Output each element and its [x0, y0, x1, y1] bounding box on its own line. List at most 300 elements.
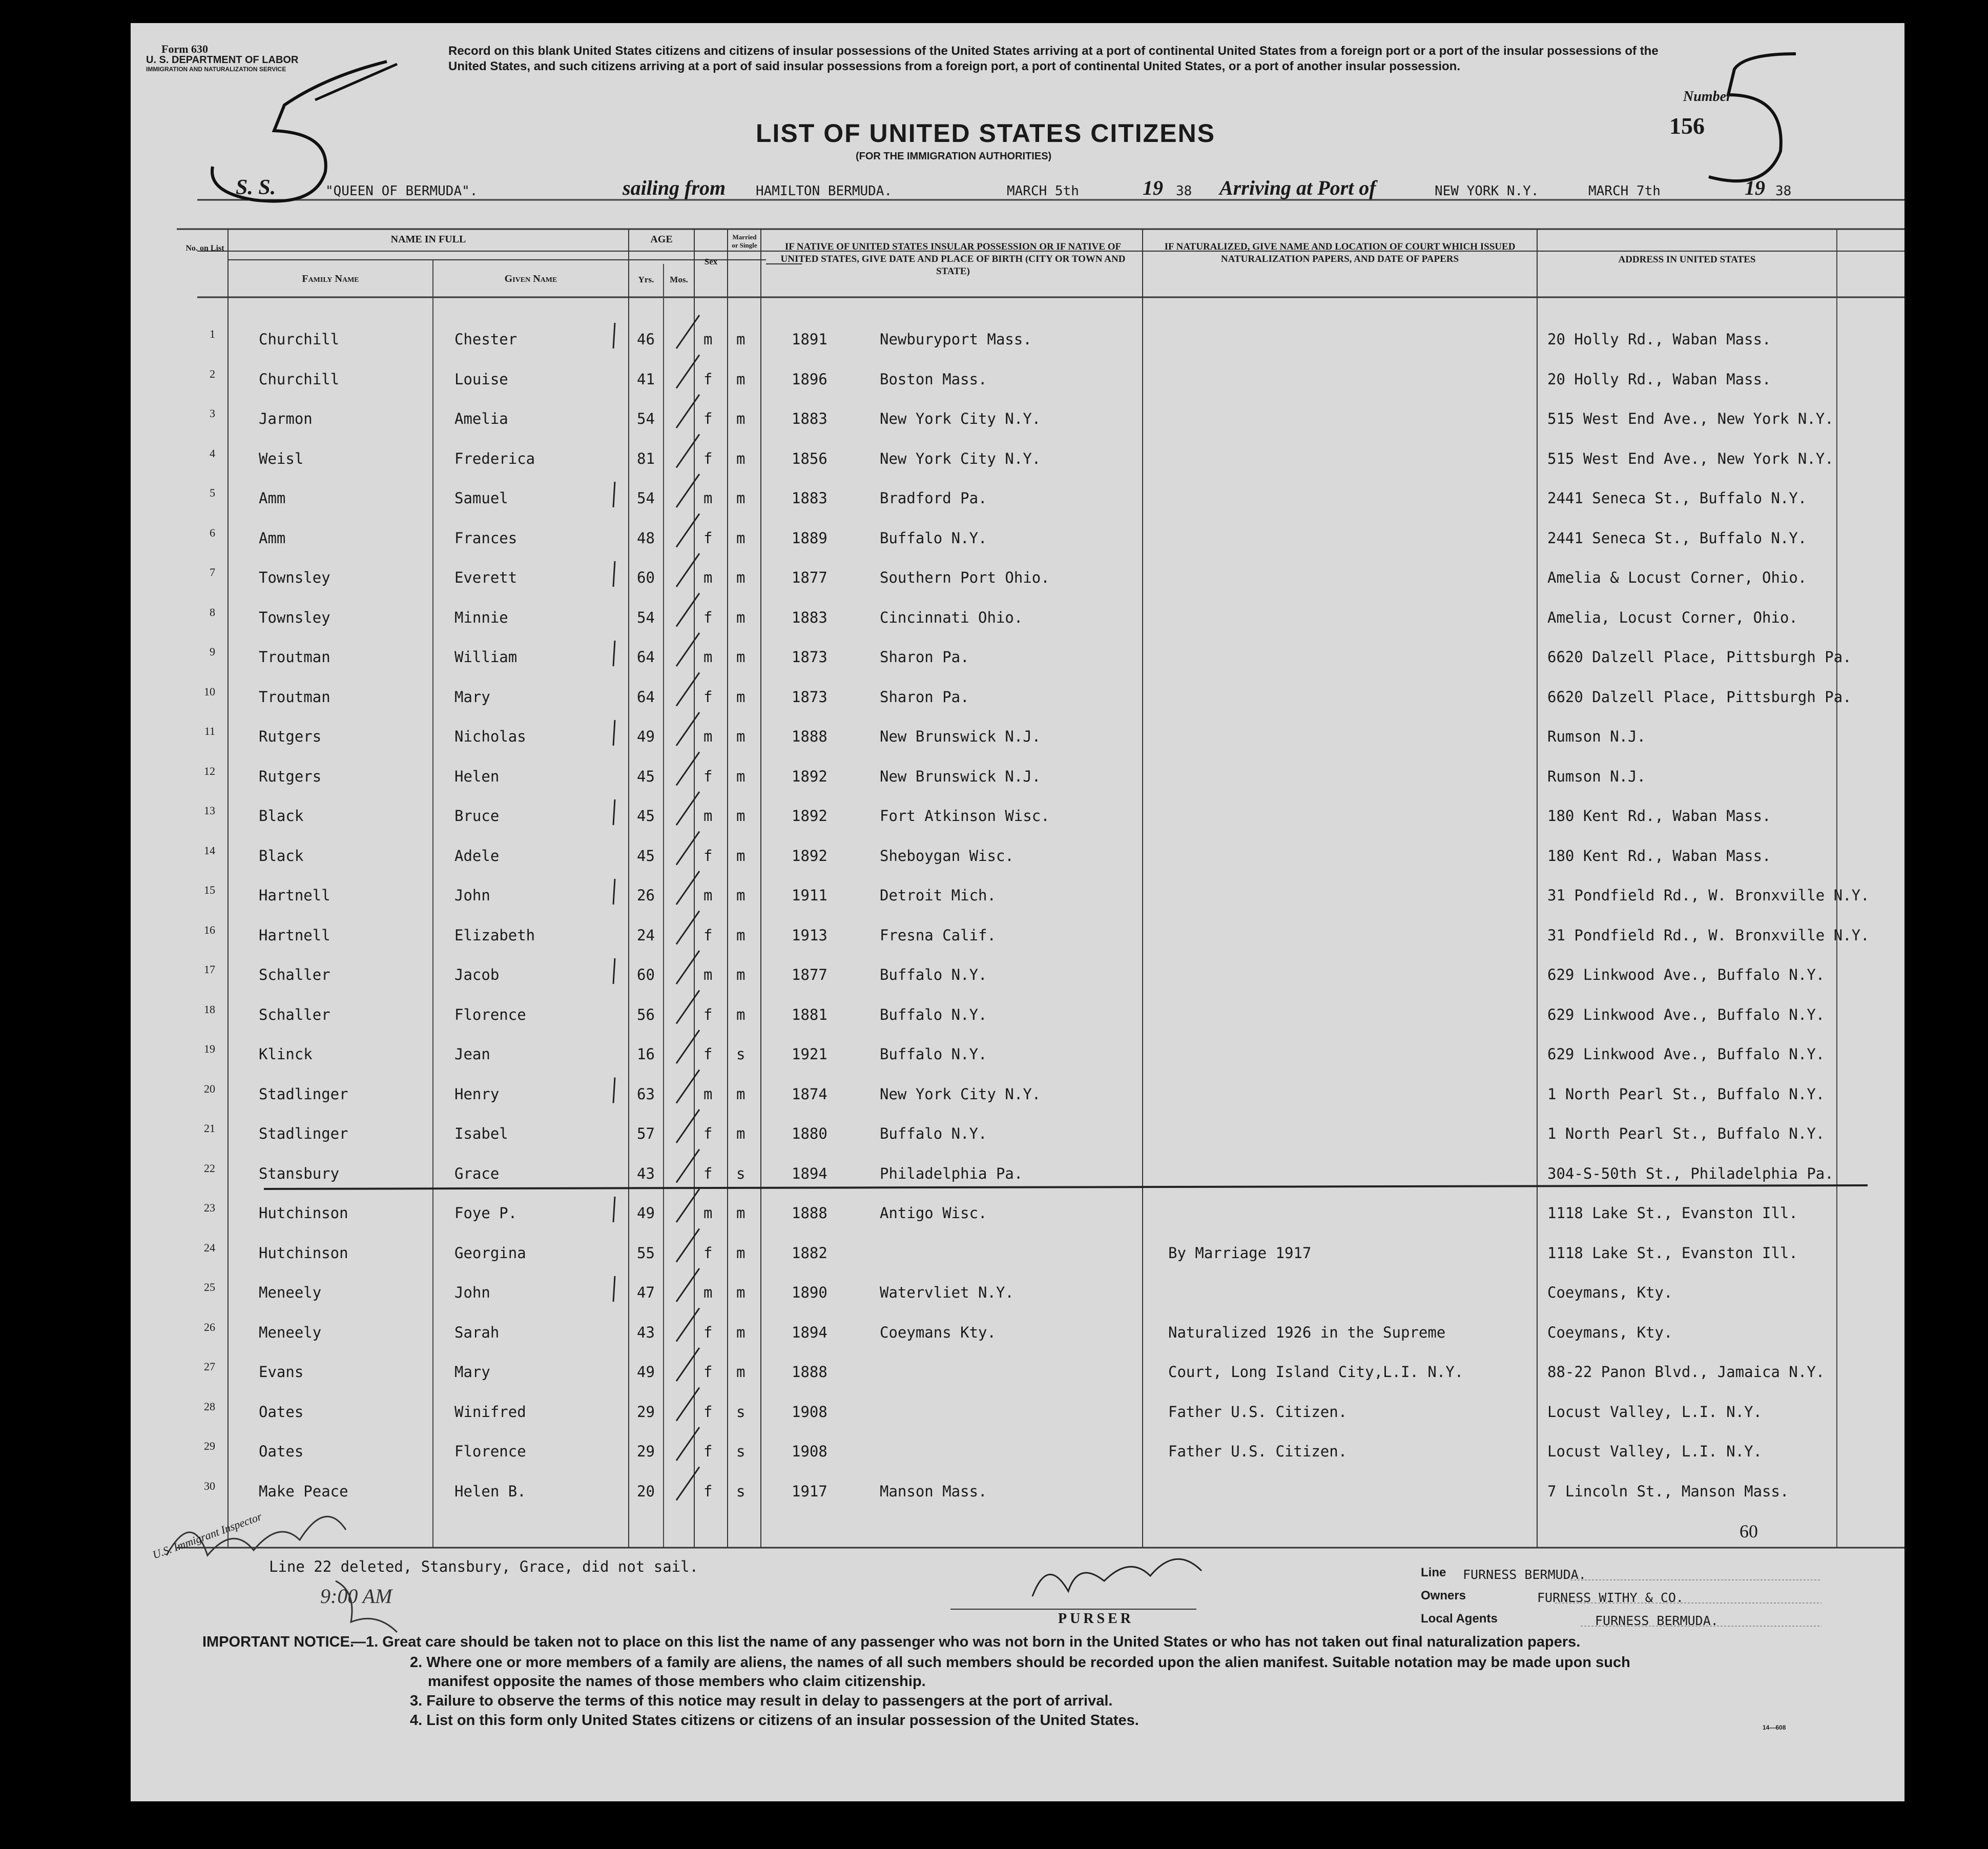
cell-age: 56 — [637, 1005, 655, 1023]
cell-place: Antigo Wisc. — [880, 1204, 987, 1222]
cell-age: 60 — [637, 966, 655, 983]
arriving-label: Arriving at Port of — [1219, 176, 1376, 199]
cell-addr: Coeymans, Kty. — [1547, 1284, 1673, 1301]
cell-place: Sharon Pa. — [880, 688, 969, 706]
cell-place: Coeymans Kty. — [880, 1323, 996, 1341]
cell-no: 6 — [210, 526, 215, 539]
cell-family: Hutchinson — [259, 1244, 348, 1262]
cell-no: 15 — [204, 884, 215, 896]
department-label: U. S. DEPARTMENT OF LABOR — [146, 54, 299, 66]
cell-ms: m — [736, 608, 745, 626]
cell-year: 1873 — [792, 648, 827, 666]
cell-place: Watervliet N.Y. — [880, 1284, 1014, 1301]
cell-place: Cincinnati Ohio. — [880, 608, 1023, 626]
cell-given: Foye P. — [454, 1204, 517, 1222]
cell-family: Make Peace — [259, 1482, 348, 1500]
inspector-stamp: U.S. Immigrant Inspector — [151, 1510, 264, 1562]
cell-year: 1877 — [792, 569, 827, 586]
notice-3: 3. Failure to observe the terms of this notice may result in delay to passengers at the port of arrival. — [410, 1693, 1113, 1709]
cell-family: Black — [259, 807, 304, 825]
cell-ms: m — [736, 1204, 745, 1222]
cell-place: New York City N.Y. — [880, 1085, 1041, 1103]
cell-family: Schaller — [259, 966, 330, 983]
punch-hole — [40, 241, 58, 263]
cell-family: Jarmon — [259, 410, 313, 427]
cell-given: Winifred — [454, 1403, 526, 1421]
cell-year: 1890 — [792, 1284, 827, 1301]
family-bracket-mark — [613, 1276, 615, 1302]
cell-given: Florence — [454, 1443, 526, 1460]
cell-age: 49 — [637, 1363, 655, 1381]
cell-ms: m — [736, 370, 745, 388]
service-label: IMMIGRATION AND NATURALIZATION SERVICE — [146, 66, 286, 73]
cell-no: 14 — [204, 844, 215, 857]
cell-addr: 180 Kent Rd., Waban Mass. — [1547, 807, 1771, 825]
cell-no: 23 — [204, 1201, 215, 1214]
cell-sex: f — [703, 688, 713, 706]
cell-ms: m — [736, 728, 745, 745]
cell-place: Buffalo N.Y. — [880, 1045, 987, 1063]
cell-given: Amelia — [454, 410, 508, 427]
cell-family: Townsley — [259, 569, 330, 586]
cell-given: Jacob — [454, 966, 500, 983]
check-mark — [676, 435, 699, 468]
cell-sex: f — [703, 1005, 713, 1023]
cell-addr: 1 North Pearl St., Buffalo N.Y. — [1547, 1085, 1825, 1103]
cell-given: Isabel — [454, 1125, 508, 1142]
punch-hole — [40, 1491, 58, 1514]
cell-addr: 1118 Lake St., Evanston Ill. — [1547, 1244, 1798, 1262]
col-address: ADDRESS IN UNITED STATES — [1618, 254, 1756, 265]
cell-sex: f — [703, 449, 713, 467]
cell-addr: Locust Valley, L.I. N.Y. — [1547, 1403, 1763, 1421]
cell-sex: f — [703, 1164, 713, 1182]
cell-age: 54 — [637, 608, 655, 626]
sailing-label: sailing from — [623, 176, 726, 199]
cell-year: 1873 — [792, 688, 827, 706]
cell-place: Boston Mass. — [880, 370, 987, 388]
check-mark — [676, 1189, 699, 1222]
cell-family: Meneely — [259, 1284, 322, 1301]
cell-given: Grace — [454, 1164, 500, 1182]
cell-sex: f — [703, 410, 713, 427]
cell-age: 55 — [637, 1244, 655, 1262]
page-subtitle: (FOR THE IMMIGRATION AUTHORITIES) — [856, 151, 1052, 162]
cell-no: 20 — [204, 1082, 215, 1095]
form-label: Form 630 — [161, 43, 209, 55]
cell-ms: m — [736, 449, 745, 467]
cell-year: 1881 — [792, 1005, 827, 1023]
cell-family: Evans — [259, 1363, 304, 1381]
cell-age: 54 — [637, 410, 655, 427]
cell-sex: f — [703, 608, 713, 626]
cell-place: New York City N.Y. — [880, 410, 1041, 427]
cell-year: 1892 — [792, 807, 827, 825]
cell-year: 1874 — [792, 1085, 827, 1103]
cell-age: 24 — [637, 926, 655, 944]
cell-place: Buffalo N.Y. — [880, 529, 987, 547]
check-mark — [676, 792, 699, 825]
cell-sex: m — [703, 1085, 713, 1103]
cell-family: Troutman — [259, 688, 330, 706]
punch-hole — [40, 666, 58, 689]
cell-no: 12 — [204, 764, 215, 777]
cell-ms: m — [736, 1244, 745, 1262]
cell-sex: f — [703, 1244, 713, 1262]
cell-ms: m — [736, 569, 745, 586]
cell-sex: m — [703, 569, 713, 586]
cell-family: Stadlinger — [259, 1125, 348, 1142]
cell-age: 45 — [637, 847, 655, 865]
cell-given: Chester — [454, 331, 517, 348]
col-yrs: Yrs. — [638, 275, 654, 284]
purser-label: PURSER — [1058, 1611, 1134, 1627]
cell-addr: 31 Pondfield Rd., W. Bronxville N.Y. — [1547, 926, 1870, 944]
cell-addr: Locust Valley, L.I. N.Y. — [1547, 1443, 1763, 1460]
cell-age: 81 — [637, 449, 655, 467]
cell-ms: s — [736, 1443, 745, 1460]
cell-year: 1883 — [792, 489, 827, 507]
cell-place: Buffalo N.Y. — [880, 1005, 987, 1023]
cell-given: Frederica — [454, 449, 535, 467]
cell-sex: f — [703, 1363, 713, 1381]
col-name-in-full: NAME IN FULL — [390, 234, 466, 245]
cell-age: 60 — [637, 569, 655, 586]
cell-place: Manson Mass. — [880, 1482, 987, 1500]
cell-sex: m — [703, 331, 713, 348]
notice-4: 4. List on this form only United States citizens or citizens of an insular possession of the United States. — [410, 1712, 1139, 1729]
cell-family: Stansbury — [259, 1164, 340, 1182]
cell-age: 47 — [637, 1284, 655, 1301]
cell-sex: f — [703, 767, 713, 785]
col-mos: Mos. — [670, 275, 688, 284]
cell-place: Buffalo N.Y. — [880, 966, 987, 983]
cell-family: Amm — [259, 489, 286, 507]
cell-nat: Naturalized 1926 in the Supreme — [1168, 1323, 1446, 1341]
family-bracket-mark — [613, 561, 615, 587]
punch-hole — [40, 582, 58, 604]
cell-given: Helen B. — [454, 1482, 526, 1500]
check-mark — [676, 474, 699, 507]
cell-age: 63 — [637, 1085, 655, 1103]
cell-place: Bradford Pa. — [880, 489, 987, 507]
cell-year: 1883 — [792, 608, 827, 626]
cell-given: Georgina — [454, 1244, 526, 1262]
cell-ms: m — [736, 331, 745, 348]
cell-sex: f — [703, 1403, 713, 1421]
cell-addr: 180 Kent Rd., Waban Mass. — [1547, 847, 1771, 865]
check-mark — [676, 871, 699, 905]
cell-given: Everett — [454, 569, 517, 586]
ss-label: S. S. — [236, 176, 276, 199]
check-mark — [676, 1110, 699, 1143]
cell-sex: f — [703, 1045, 713, 1063]
cell-sex: m — [703, 887, 713, 904]
check-mark — [676, 1388, 699, 1421]
cell-given: John — [454, 887, 490, 904]
check-mark — [676, 673, 699, 706]
cell-given: Helen — [454, 767, 500, 785]
family-bracket-mark — [613, 1197, 615, 1222]
arrival-year-prefix: 19 — [1745, 176, 1765, 199]
cell-year: 1913 — [792, 926, 827, 944]
cell-ms: m — [736, 1005, 745, 1023]
cell-addr: 1 North Pearl St., Buffalo N.Y. — [1547, 1125, 1825, 1142]
check-mark — [676, 355, 699, 388]
cell-no: 16 — [204, 923, 215, 936]
cell-sex: m — [703, 1284, 713, 1301]
cell-no: 13 — [204, 804, 215, 817]
cell-ms: m — [736, 1085, 745, 1103]
cell-sex: m — [703, 648, 713, 666]
cell-year: 1889 — [792, 529, 827, 547]
cell-place: Detroit Mich. — [880, 887, 996, 904]
cell-addr: 7 Lincoln St., Manson Mass. — [1547, 1482, 1789, 1500]
cell-no: 17 — [204, 963, 215, 976]
notice-2-cont: manifest opposite the names of those members who claim citizenship. — [428, 1673, 926, 1690]
cell-given: Elizabeth — [454, 926, 535, 944]
cell-no: 30 — [204, 1479, 215, 1492]
check-mark — [676, 1030, 699, 1063]
cell-age: 64 — [637, 648, 655, 666]
cell-no: 8 — [210, 605, 215, 619]
family-bracket-mark — [613, 879, 615, 905]
cell-ms: m — [736, 529, 745, 547]
cell-place: Newburyport Mass. — [880, 331, 1032, 348]
line-label: Line — [1421, 1566, 1446, 1579]
col-family-name: Family Name — [302, 273, 359, 284]
cell-sex: m — [703, 807, 713, 825]
check-mark — [676, 951, 699, 984]
punch-hole — [40, 328, 58, 351]
cell-ms: m — [736, 966, 745, 983]
cell-ms: m — [736, 688, 745, 706]
form-code: 14—608 — [1763, 1724, 1786, 1731]
cell-addr: 515 West End Ave., New York N.Y. — [1547, 410, 1834, 427]
cell-year: 1892 — [792, 767, 827, 785]
cell-place: Buffalo N.Y. — [880, 1125, 987, 1142]
cell-nat: Father U.S. Citizen. — [1168, 1443, 1348, 1460]
cell-family: Meneely — [259, 1323, 322, 1341]
cell-given: Bruce — [454, 807, 500, 825]
family-bracket-mark — [613, 1078, 615, 1103]
cell-family: Troutman — [259, 648, 330, 666]
cell-addr: 629 Linkwood Ave., Buffalo N.Y. — [1547, 1045, 1825, 1063]
cell-year: 1911 — [792, 887, 827, 904]
cell-addr: 2441 Seneca St., Buffalo N.Y. — [1547, 529, 1807, 547]
cell-age: 29 — [637, 1443, 655, 1460]
cell-given: Louise — [454, 370, 508, 388]
col-naturalized: IF NATURALIZED, GIVE NAME AND LOCATION OF COURT WHICH ISSUED NATURALIZATION PAPERS, AND DATE OF PAPERS — [1164, 241, 1516, 264]
cell-addr: 515 West End Ave., New York N.Y. — [1547, 449, 1834, 467]
family-bracket-mark — [613, 958, 615, 984]
table-ruling — [131, 23, 1904, 1801]
cell-age: 48 — [637, 529, 655, 547]
cell-family: Klinck — [259, 1045, 313, 1063]
cell-no: 3 — [210, 407, 215, 420]
cell-given: William — [454, 648, 517, 666]
notice-1: —1. Great care should be taken not to place on this list the name of any passenger who was not born in the United States or who has not taken out final naturalization papers. — [351, 1634, 1581, 1650]
check-mark — [676, 832, 699, 865]
cell-year: 1896 — [792, 370, 827, 388]
cell-age: 64 — [637, 688, 655, 706]
cell-given: Samuel — [454, 489, 508, 507]
check-mark — [676, 514, 699, 547]
col-no-on-list: No. on List — [185, 244, 224, 253]
cell-no: 29 — [204, 1440, 215, 1452]
cell-no: 24 — [204, 1241, 215, 1254]
cell-year: 1883 — [792, 410, 827, 427]
cell-place: Fresna Calif. — [880, 926, 996, 944]
sailing-year: 38 — [1176, 183, 1192, 199]
cell-sex: m — [703, 1204, 713, 1222]
cell-year: 1856 — [792, 449, 827, 467]
cell-family: Amm — [259, 529, 286, 547]
cell-place: Fort Atkinson Wisc. — [880, 807, 1050, 825]
check-mark — [676, 1427, 699, 1461]
cell-age: 49 — [637, 1204, 655, 1222]
cell-given: Florence — [454, 1005, 526, 1023]
cell-given: Minnie — [454, 608, 508, 626]
agents-value: FURNESS BERMUDA. — [1595, 1613, 1718, 1628]
col-given-name: Given Name — [504, 273, 557, 284]
cell-no: 10 — [204, 685, 215, 698]
owners-value: FURNESS WITHY & CO. — [1537, 1590, 1684, 1605]
check-mark — [676, 395, 699, 428]
punch-hole — [40, 1156, 58, 1178]
cell-nat: Father U.S. Citizen. — [1168, 1403, 1348, 1421]
cell-family: Rutgers — [259, 767, 322, 785]
cell-place: New York City N.Y. — [880, 449, 1041, 467]
cell-addr: 1118 Lake St., Evanston Ill. — [1547, 1204, 1798, 1222]
check-mark — [676, 1070, 699, 1103]
agents-label: Local Agents — [1421, 1612, 1498, 1626]
cell-age: 41 — [637, 370, 655, 388]
cell-sex: f — [703, 1482, 713, 1500]
cell-family: Hartnell — [259, 926, 330, 944]
cell-year: 1894 — [792, 1164, 827, 1182]
cell-year: 1892 — [792, 847, 827, 865]
cell-given: Jean — [454, 1045, 490, 1063]
cell-year: 1917 — [792, 1482, 827, 1500]
cell-ms: s — [736, 1045, 745, 1063]
family-bracket-mark — [613, 641, 615, 666]
cell-place: Sharon Pa. — [880, 648, 969, 666]
cell-year: 1908 — [792, 1443, 827, 1460]
cell-ms: m — [736, 410, 745, 427]
check-mark — [676, 553, 699, 587]
cell-addr: 20 Holly Rd., Waban Mass. — [1547, 370, 1771, 388]
sailing-year-prefix: 19 — [1143, 176, 1163, 199]
cell-given: Frances — [454, 529, 517, 547]
page-title: LIST OF UNITED STATES CITIZENS — [756, 119, 1216, 148]
cell-no: 1 — [210, 327, 215, 340]
check-mark — [676, 1268, 699, 1302]
cell-addr: 88-22 Panon Blvd., Jamaica N.Y. — [1547, 1363, 1825, 1381]
cell-no: 4 — [210, 446, 215, 460]
cell-no: 26 — [204, 1320, 215, 1333]
cell-year: 1877 — [792, 966, 827, 983]
cell-addr: 20 Holly Rd., Waban Mass. — [1547, 331, 1771, 348]
cell-family: Schaller — [259, 1005, 330, 1023]
cell-no: 2 — [210, 367, 215, 380]
cell-sex: m — [703, 489, 713, 507]
sailing-date: MARCH 5th — [1007, 183, 1079, 199]
cell-no: 5 — [210, 486, 215, 499]
line-value: FURNESS BERMUDA. — [1463, 1567, 1586, 1582]
cell-ms: m — [736, 1323, 745, 1341]
cell-addr: 629 Linkwood Ave., Buffalo N.Y. — [1547, 966, 1825, 983]
cell-year: 1880 — [792, 1125, 827, 1142]
time-note: 9:00 AM — [320, 1585, 392, 1608]
arrival-year: 38 — [1775, 183, 1792, 199]
col-married-single: Married or Single — [732, 233, 757, 250]
family-bracket-mark — [613, 323, 615, 348]
owners-label: Owners — [1421, 1589, 1466, 1603]
cell-age: 45 — [637, 767, 655, 785]
manifest-sheet — [131, 23, 1904, 1801]
cell-family: Townsley — [259, 608, 330, 626]
cell-sex: m — [703, 966, 713, 983]
cell-ms: m — [736, 926, 745, 944]
cell-ms: m — [736, 489, 745, 507]
cell-ms: m — [736, 1125, 745, 1142]
cell-year: 1882 — [792, 1244, 827, 1262]
cell-addr: Amelia & Locust Corner, Ohio. — [1547, 569, 1807, 586]
cell-ms: m — [736, 887, 745, 904]
cell-given: Adele — [454, 847, 500, 865]
col-birth: IF NATIVE OF UNITED STATES INSULAR POSSESSION OR IF NATIVE OF UNITED STATES, GIVE DATE AND PLACE OF BIRTH (CITY OR TOWN AND STATE) — [780, 241, 1126, 277]
page-count: 60 — [1739, 1521, 1758, 1542]
number-label: Number — [1683, 89, 1732, 105]
cell-no: 27 — [204, 1360, 215, 1373]
cell-family: Hutchinson — [259, 1204, 348, 1222]
check-mark — [676, 991, 699, 1024]
check-mark — [676, 1229, 699, 1262]
cell-year: 1891 — [792, 331, 827, 348]
cell-sex: f — [703, 529, 713, 547]
family-bracket-mark — [613, 482, 615, 507]
cell-year: 1908 — [792, 1403, 827, 1421]
check-mark — [676, 1467, 699, 1501]
cell-given: Mary — [454, 688, 490, 706]
cell-addr: 6620 Dalzell Place, Pittsburgh Pa. — [1547, 648, 1852, 666]
cell-sex: f — [703, 1443, 713, 1460]
cell-ms: s — [736, 1403, 745, 1421]
cell-family: Weisl — [259, 449, 304, 467]
cell-addr: 304-S-50th St., Philadelphia Pa. — [1547, 1164, 1834, 1182]
cell-family: Stadlinger — [259, 1085, 348, 1103]
cell-sex: m — [703, 728, 713, 745]
cell-sex: f — [703, 926, 713, 944]
cell-family: Hartnell — [259, 887, 330, 904]
family-bracket-mark — [613, 799, 615, 825]
cell-no: 19 — [204, 1042, 215, 1055]
cell-no: 21 — [204, 1122, 215, 1135]
notice-label: IMPORTANT NOTICE. — [202, 1634, 354, 1650]
cell-age: 54 — [637, 489, 655, 507]
number-value: 156 — [1669, 113, 1705, 139]
cell-no: 28 — [204, 1400, 215, 1413]
cell-ms: s — [736, 1164, 745, 1182]
cell-ms: s — [736, 1482, 745, 1500]
cell-addr: 31 Pondfield Rd., W. Bronxville N.Y. — [1547, 887, 1870, 904]
check-mark — [676, 752, 699, 786]
cell-family: Churchill — [259, 370, 340, 388]
cell-place: Philadelphia Pa. — [880, 1164, 1023, 1182]
cell-no: 9 — [210, 645, 215, 658]
cell-addr: 2441 Seneca St., Buffalo N.Y. — [1547, 489, 1807, 507]
